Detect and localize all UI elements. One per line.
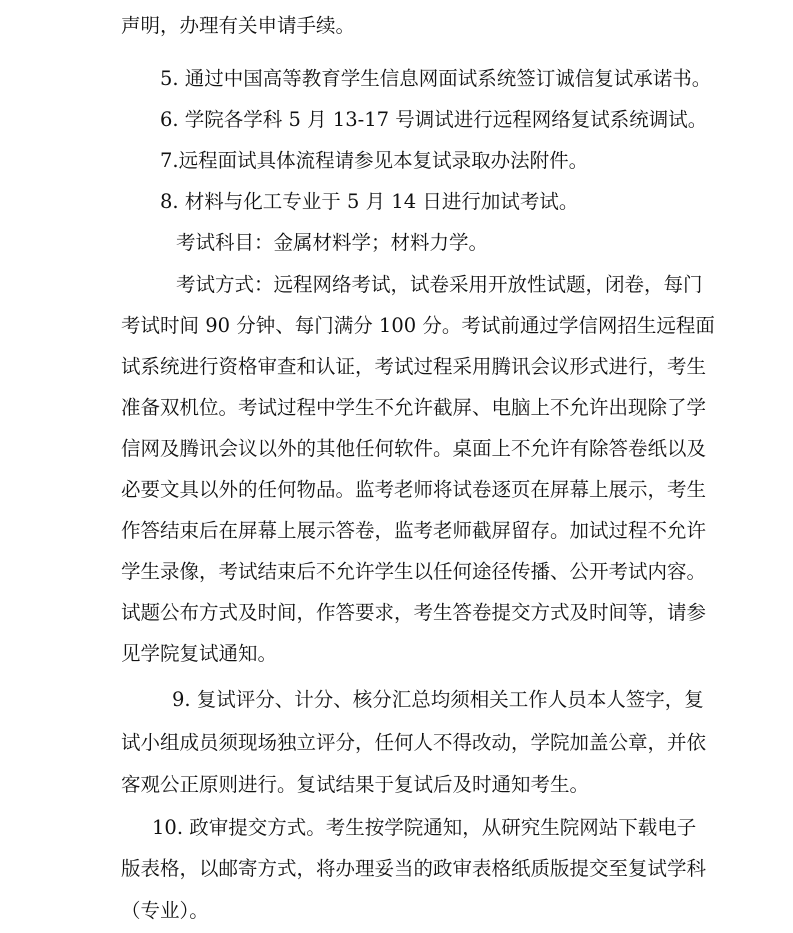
text-line: 试题公布方式及时间，作答要求，考生答卷提交方式及时间等，请参 [121,601,707,624]
text-line: 试系统进行资格审查和认证，考试过程采用腾讯会议形式进行，考生 [121,355,707,378]
text-line: 版表格，以邮寄方式，将办理妥当的政审表格纸质版提交至复试学科 [121,857,707,880]
list-item-5: 5. 通过中国高等教育学生信息网面试系统签订诚信复试承诺书。 [160,67,712,90]
list-item-9: 9. 复试评分、计分、核分汇总均须相关工作人员本人签字，复 [172,688,704,711]
list-item-8: 8. 材料与化工专业于 5 月 14 日进行加试考试。 [160,190,579,213]
text-line: 考试时间 90 分钟、每门满分 100 分。考试前通过学信网招生远程面 [121,314,715,337]
text-line: 试小组成员须现场独立评分，任何人不得改动，学院加盖公章，并依 [121,731,707,754]
text-line: 作答结束后在屏幕上展示答卷，监考老师截屏留存。加试过程不允许 [121,519,707,542]
text-line: （专业）。 [121,899,209,922]
list-item-7: 7.远程面试具体流程请参见本复试录取办法附件。 [160,149,589,172]
exam-subjects: 考试科目：金属材料学；材料力学。 [176,231,489,254]
text-line: 信网及腾讯会议以外的其他任何软件。桌面上不允许有除答卷纸以及 [121,437,707,460]
exam-method-heading-line: 考试方式：远程网络考试，试卷采用开放性试题，闭卷，每门 [176,273,703,296]
text-line: 客观公正原则进行。复试结果于复试后及时通知考生。 [121,773,590,796]
text-line: 声明，办理有关申请手续。 [121,14,356,37]
list-item-6: 6. 学院各学科 5 月 13-17 号调试进行远程网络复试系统调试。 [160,108,708,131]
text-line: 必要文具以外的任何物品。监考老师将试卷逐页在屏幕上展示，考生 [121,478,707,501]
text-line: 准备双机位。考试过程中学生不允许截屏、电脑上不允许出现除了学 [121,396,707,419]
list-item-10: 10. 政审提交方式。考生按学院通知，从研究生院网站下载电子 [152,816,697,839]
text-line: 学生录像，考试结束后不允许学生以任何途径传播、公开考试内容。 [121,560,707,583]
text-line: 见学院复试通知。 [121,642,278,665]
